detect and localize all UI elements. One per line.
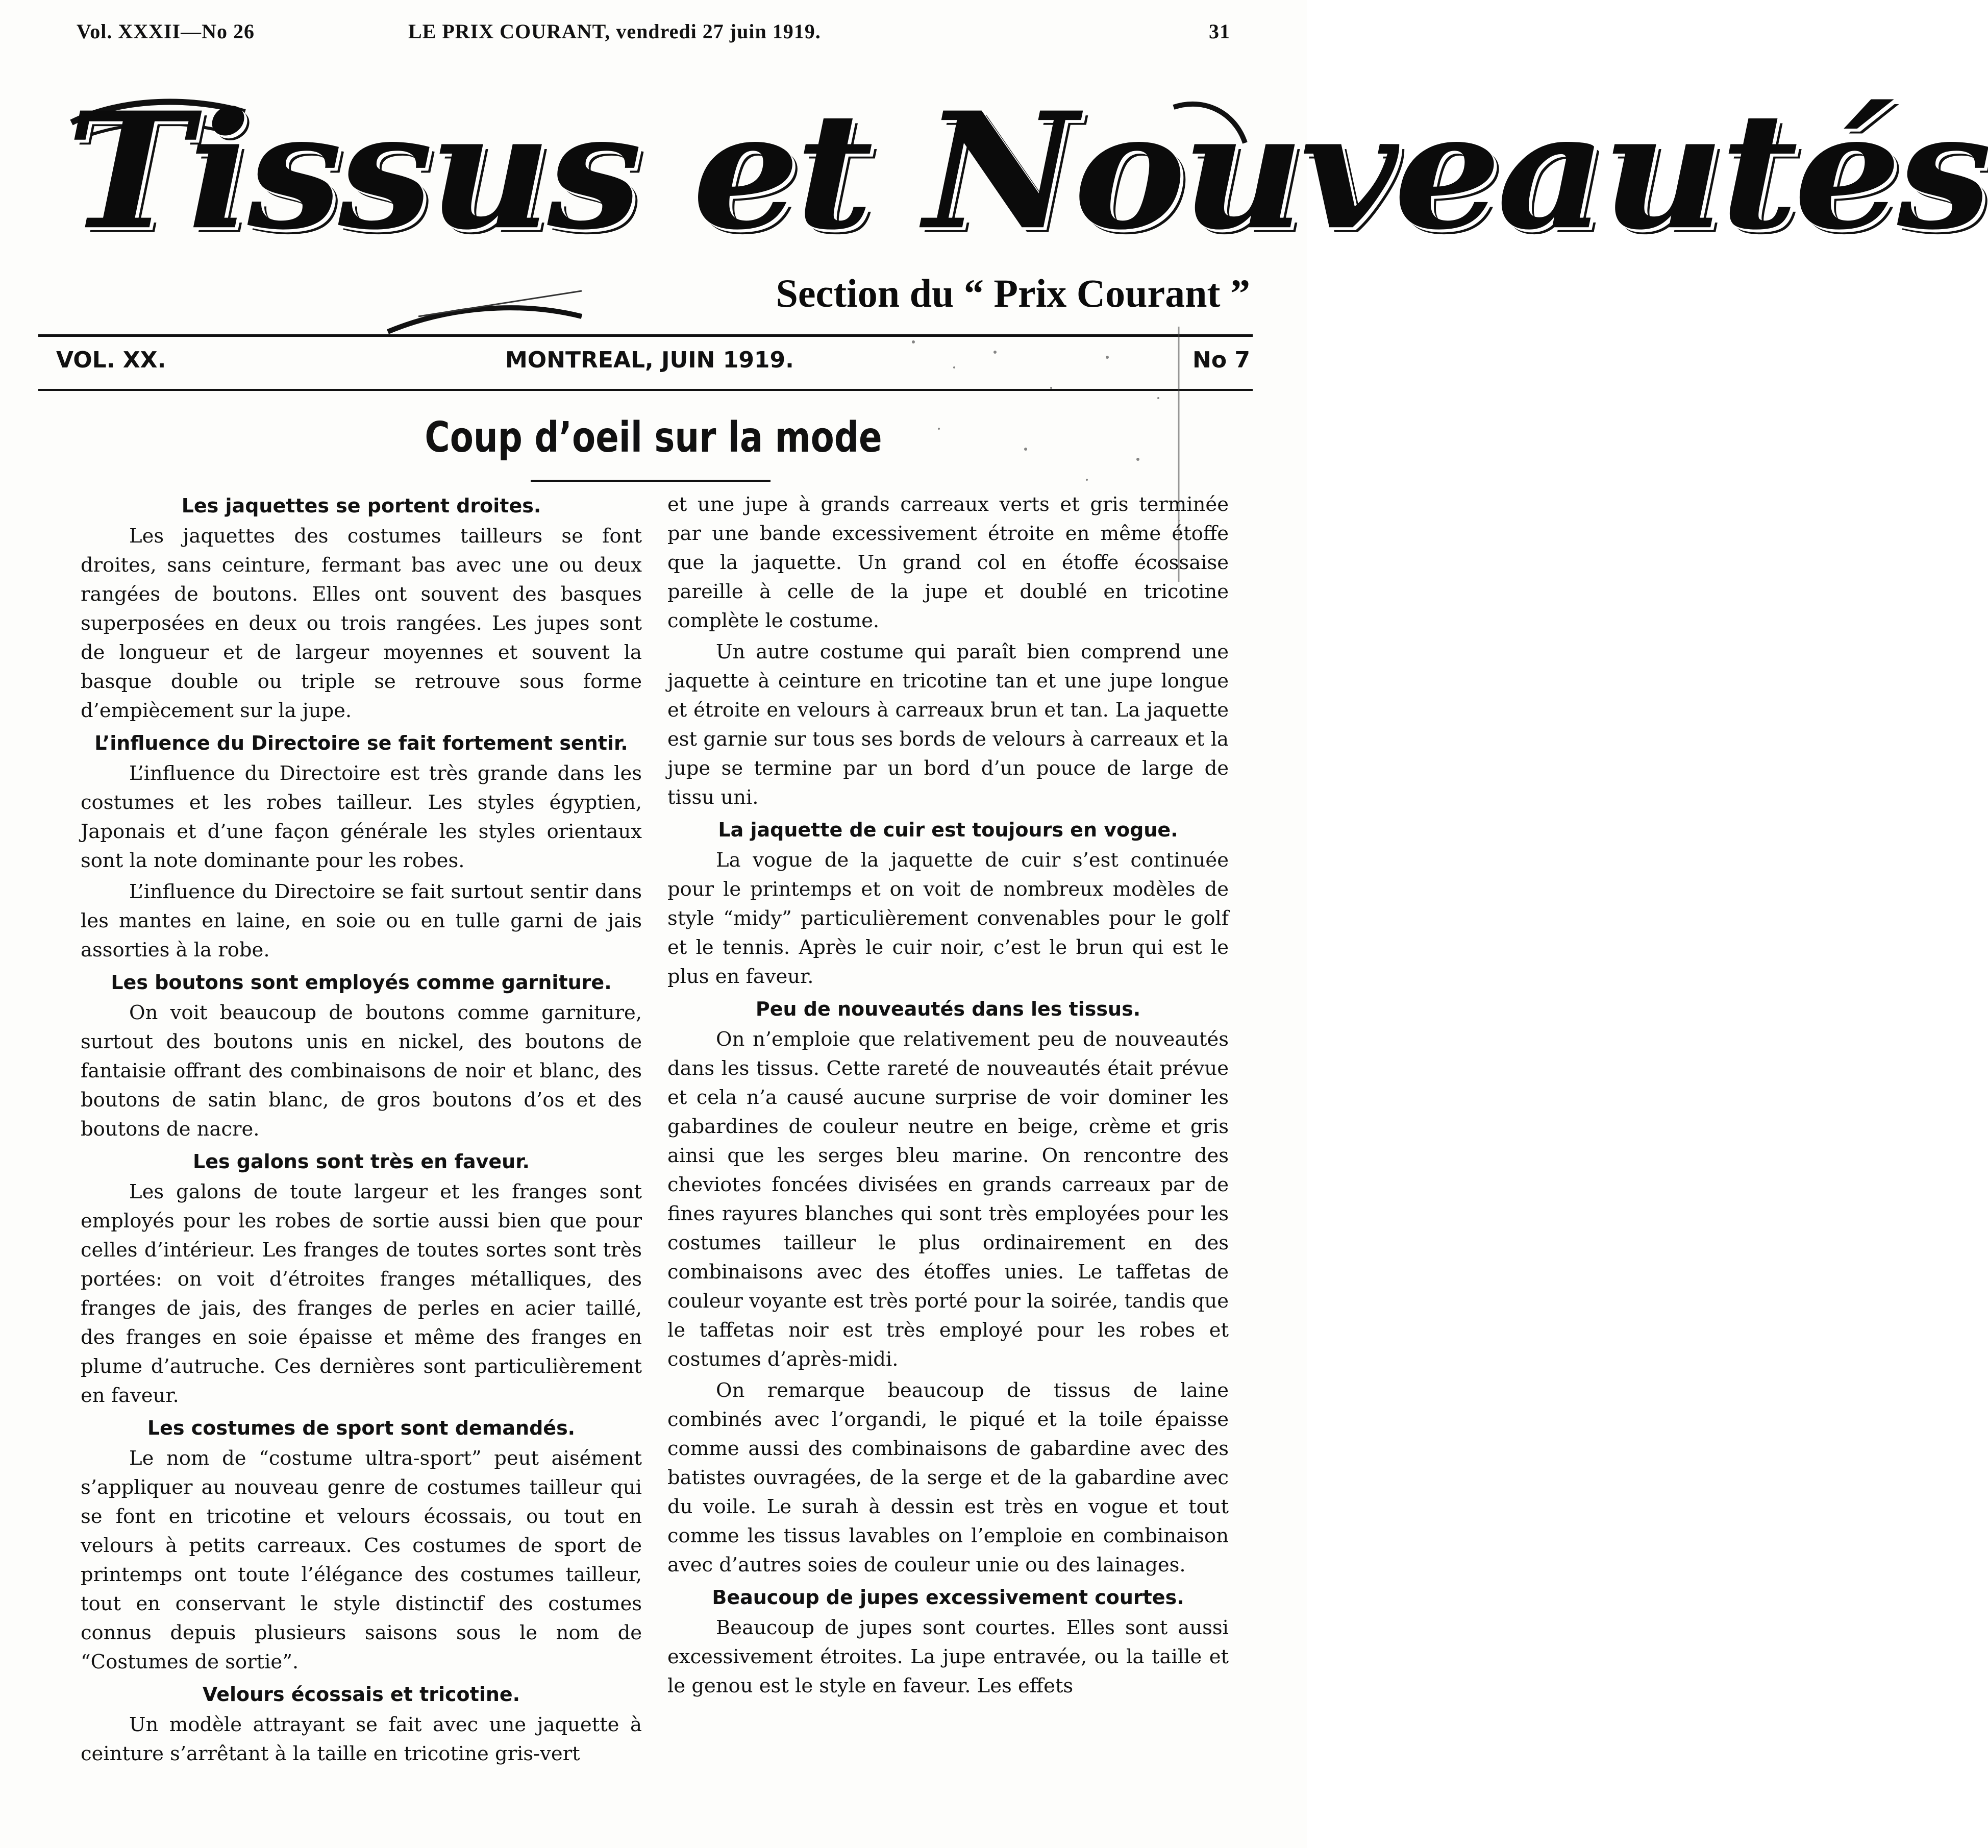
paragraph: Un modèle attrayant se fait avec une jaquette à ceinture s’arrêtant à la taille en tricotine gris-vert: [81, 1713, 642, 1765]
dateline-place-date: MONTREAL, JUIN 1919.: [505, 347, 794, 373]
dateline-number: No 7: [1192, 347, 1250, 373]
paragraph: On n’emploie que relativement peu de nouveautés dans les tissus. Cette rareté de nouveautés était prévue et cela n’a causé aucune surprise de voir dominer les gabardines de couleur neutre en beige, crème et gris ainsi que les serges bleu marine. On rencontre des cheviotes foncées divisées en grands carreaux par de fines rayures blanches qui sont très employées pour les costumes tailleur le plus ordinairement en des combinaisons avec des étoffes unies. Le taffetas de couleur voyante est très porté pour la soirée, tandis que le taffetas noir est très employé pour les robes et costumes d’après-midi.: [667, 1028, 1229, 1371]
section-heading: Les costumes de sport sont demandés.: [147, 1417, 576, 1439]
left-column: [81, 490, 642, 1770]
masthead: [61, 77, 1988, 342]
section-line: Section du “ Prix Courant ”: [776, 271, 1250, 315]
paragraph: Le nom de “costume ultra-sport” peut aisément s’appliquer au nouveau genre de costumes tailleur qui se font en tricotine et velours écossais, ou tout en velours à petits carreaux. Ces costumes de sport de printemps ont toute l’élégance des costumes tailleur, tout en conservant le style distinctif des costumes connus depuis plusieurs saisons sous le nom de “Costumes de sortie”.: [81, 1447, 642, 1673]
section-heading: Les galons sont très en faveur.: [193, 1150, 530, 1173]
paragraph: Beaucoup de jupes sont courtes. Elles sont aussi excessivement étroites. La jupe entravée, ou la taille et le genou est le style en faveur. Les effets: [667, 1616, 1229, 1697]
paragraph: On voit beaucoup de boutons comme garniture, surtout des boutons unis en nickel, des boutons de fantaisie offrant des combinaisons de noir et blanc, des boutons de satin blanc, de gros boutons d’os et des boutons de nacre.: [81, 1001, 642, 1141]
dateline-volume: VOL. XX.: [56, 347, 166, 373]
section-heading: Les boutons sont employés comme garniture.: [111, 971, 612, 994]
volume-issue: Vol. XXXII—No 26: [77, 20, 255, 43]
article-title: Coup d’oeil sur la mode: [425, 413, 882, 462]
paragraph: Un autre costume qui paraît bien comprend une jaquette à ceinture en tricotine tan et une jupe longue et étroite en velours à carreaux brun et tan. La jaquette est garnie sur tous ses bords de velours à carreaux et la jupe se termine par un bord d’un pouce de large de tissu uni.: [667, 640, 1229, 809]
paragraph: Les galons de toute largeur et les franges sont employés pour les robes de sortie aussi bien que pour celles d’intérieur. Les franges de toutes sortes sont très portées: on voit d’étroites franges métalliques, des franges de jais, des franges de perles en acier taillé, des franges en soie épaisse et même des franges en plume d’autruche. Ces dernières sont particulièrement en faveur.: [81, 1180, 642, 1407]
section-heading: Les jaquettes se portent droites.: [181, 495, 541, 517]
title-underline: [531, 480, 771, 482]
section-heading: La jaquette de cuir est toujours en vogue.: [718, 819, 1178, 841]
paragraph: et une jupe à grands carreaux verts et gris terminée par une bande excessivement étroite en même étoffe que la jaquette. Un grand col en étoffe écossaise pareille à celle de la jupe et doublé en tricotine complète le costume.: [667, 493, 1229, 632]
section-heading: Beaucoup de jupes excessivement courtes.: [712, 1586, 1184, 1609]
paragraph: La vogue de la jaquette de cuir s’est continuée pour le printemps et on voit de nombreux modèles de style “midy” particulièrement convenables pour le golf et le tennis. Après le cuir noir, c’est le brun qui est le plus en faveur.: [667, 849, 1229, 988]
paragraph: L’influence du Directoire se fait surtout sentir dans les mantes en laine, en soie ou en tulle garni de jais assorties à la robe.: [81, 880, 642, 962]
running-header: [77, 19, 1230, 50]
right-column: [667, 490, 1229, 1703]
paragraph: L’influence du Directoire est très grande dans les costumes et les robes tailleur. Les styles égyptien, Japonais et d’une façon générale les styles orientaux sont la note dominante pour les robes.: [81, 762, 642, 872]
section-heading: L’influence du Directoire se fait fortement sentir.: [94, 732, 628, 754]
section-heading: Peu de nouveautés dans les tissus.: [755, 998, 1141, 1020]
paragraph: On remarque beaucoup de tissus de laine combinés avec l’organdi, le piqué et la toile épaisse comme aussi des combinaisons de gabardine avec des batistes ouvragées, de la serge et de la gabardine avec du voile. Le surah à dessin est très en vogue et tout comme les tissus lavables on l’emploie en combinaison avec d’autres soies de couleur unie ou des lainages.: [667, 1379, 1229, 1576]
section-heading: Velours écossais et tricotine.: [202, 1683, 520, 1706]
page-number: 31: [1209, 20, 1230, 43]
paragraph: Les jaquettes des costumes tailleurs se font droites, sans ceinture, fermant bas avec une ou deux rangées de boutons. Elles ont souvent des basques superposées en deux ou trois rangées. Les jupes sont de longueur et de largeur moyennes et souvent la basque double ou triple se retrouve sous forme d’empiècement sur la jupe.: [81, 525, 642, 722]
masthead-title: Tissus et Nouveautés: [66, 77, 1988, 265]
publication-date: LE PRIX COURANT, vendredi 27 juin 1919.: [408, 20, 821, 43]
